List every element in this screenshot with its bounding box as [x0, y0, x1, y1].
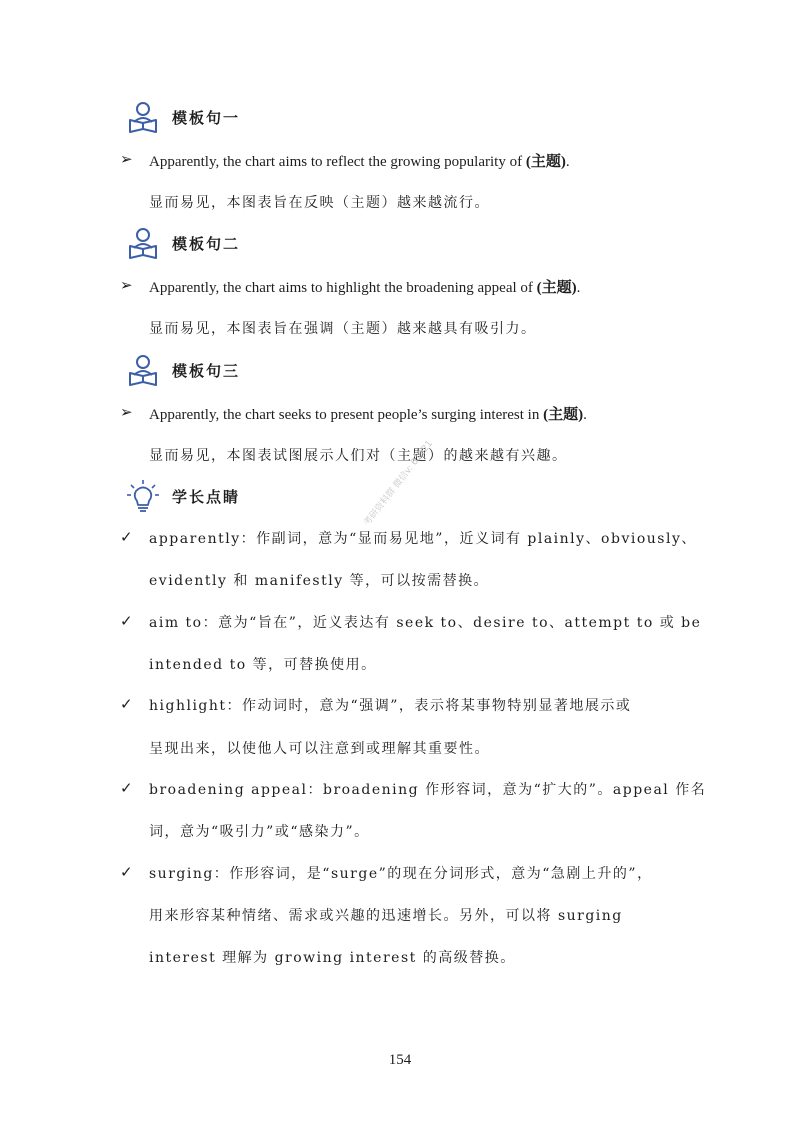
tip-line: intended to 等，可替换使用。 — [149, 657, 377, 673]
tip-line: 词，意为“吸引力”或“感染力”。 — [149, 824, 370, 840]
template-sentence-en: Apparently, the chart aims to reflect the growing popularity of (主题). — [149, 154, 570, 170]
section-heading-2 — [126, 226, 240, 260]
tip-line: surging：作形容词，是“surge”的现在分词形式，意为“急剧上升的”， — [149, 866, 653, 882]
student-reading-icon — [126, 226, 160, 260]
arrow-bullet-icon: ➢ — [120, 403, 133, 421]
tip-line: interest 理解为 growing interest 的高级替换。 — [149, 950, 516, 966]
check-mark-icon: ✓ — [120, 779, 133, 797]
tip-line: 用来形容某种情绪、需求或兴趣的迅速增长。另外，可以将 surging — [149, 908, 623, 924]
tip-line: aim to：意为“旨在”，近义表达有 seek to、desire to、attempt to 或 be — [149, 615, 702, 631]
template-sentence-zh: 显而易见，本图表旨在强调（主题）越来越具有吸引力。 — [149, 321, 537, 337]
tip-line: apparently：作副词，意为“显而易见地”，近义词有 plainly、obviously、 — [149, 531, 697, 547]
section-title: 模板句二 — [172, 234, 241, 253]
template-sentence-zh: 显而易见，本图表旨在反映（主题）越来越流行。 — [149, 195, 490, 211]
arrow-bullet-icon: ➢ — [120, 150, 133, 168]
tip-line: highlight：作动词时，意为“强调”，表示将某事物特别显著地展示或 — [149, 698, 632, 714]
student-reading-icon — [126, 353, 160, 387]
check-mark-icon: ✓ — [120, 863, 133, 881]
check-mark-icon: ✓ — [120, 695, 133, 713]
check-mark-icon: ✓ — [120, 528, 133, 546]
section-title: 模板句一 — [172, 108, 241, 127]
section-heading-1 — [126, 100, 240, 134]
tip-line: 呈现出来，以使他人可以注意到或理解其重要性。 — [149, 741, 490, 757]
arrow-bullet-icon: ➢ — [120, 276, 133, 294]
page-number: 154 — [388, 1052, 412, 1068]
tip-line: broadening appeal：broadening 作形容词，意为“扩大的”。appeal 作名 — [149, 782, 707, 798]
tip-line: evidently 和 manifestly 等，可以按需替换。 — [149, 573, 490, 589]
tips-title: 学长点睛 — [172, 487, 241, 506]
lightbulb-icon — [126, 479, 160, 513]
section-title: 模板句三 — [172, 361, 241, 380]
tips-heading — [126, 479, 240, 513]
check-mark-icon: ✓ — [120, 612, 133, 630]
student-reading-icon — [126, 100, 160, 134]
template-sentence-en: Apparently, the chart aims to highlight the broadening appeal of (主题). — [149, 280, 581, 296]
template-sentence-zh: 显而易见，本图表试图展示人们对（主题）的越来越有兴趣。 — [149, 448, 568, 464]
template-sentence-en: Apparently, the chart seeks to present people’s surging interest in (主题). — [149, 407, 587, 423]
watermark-text: 考研资料群 微信v: 61121 — [362, 438, 436, 529]
section-heading-3 — [126, 353, 240, 387]
